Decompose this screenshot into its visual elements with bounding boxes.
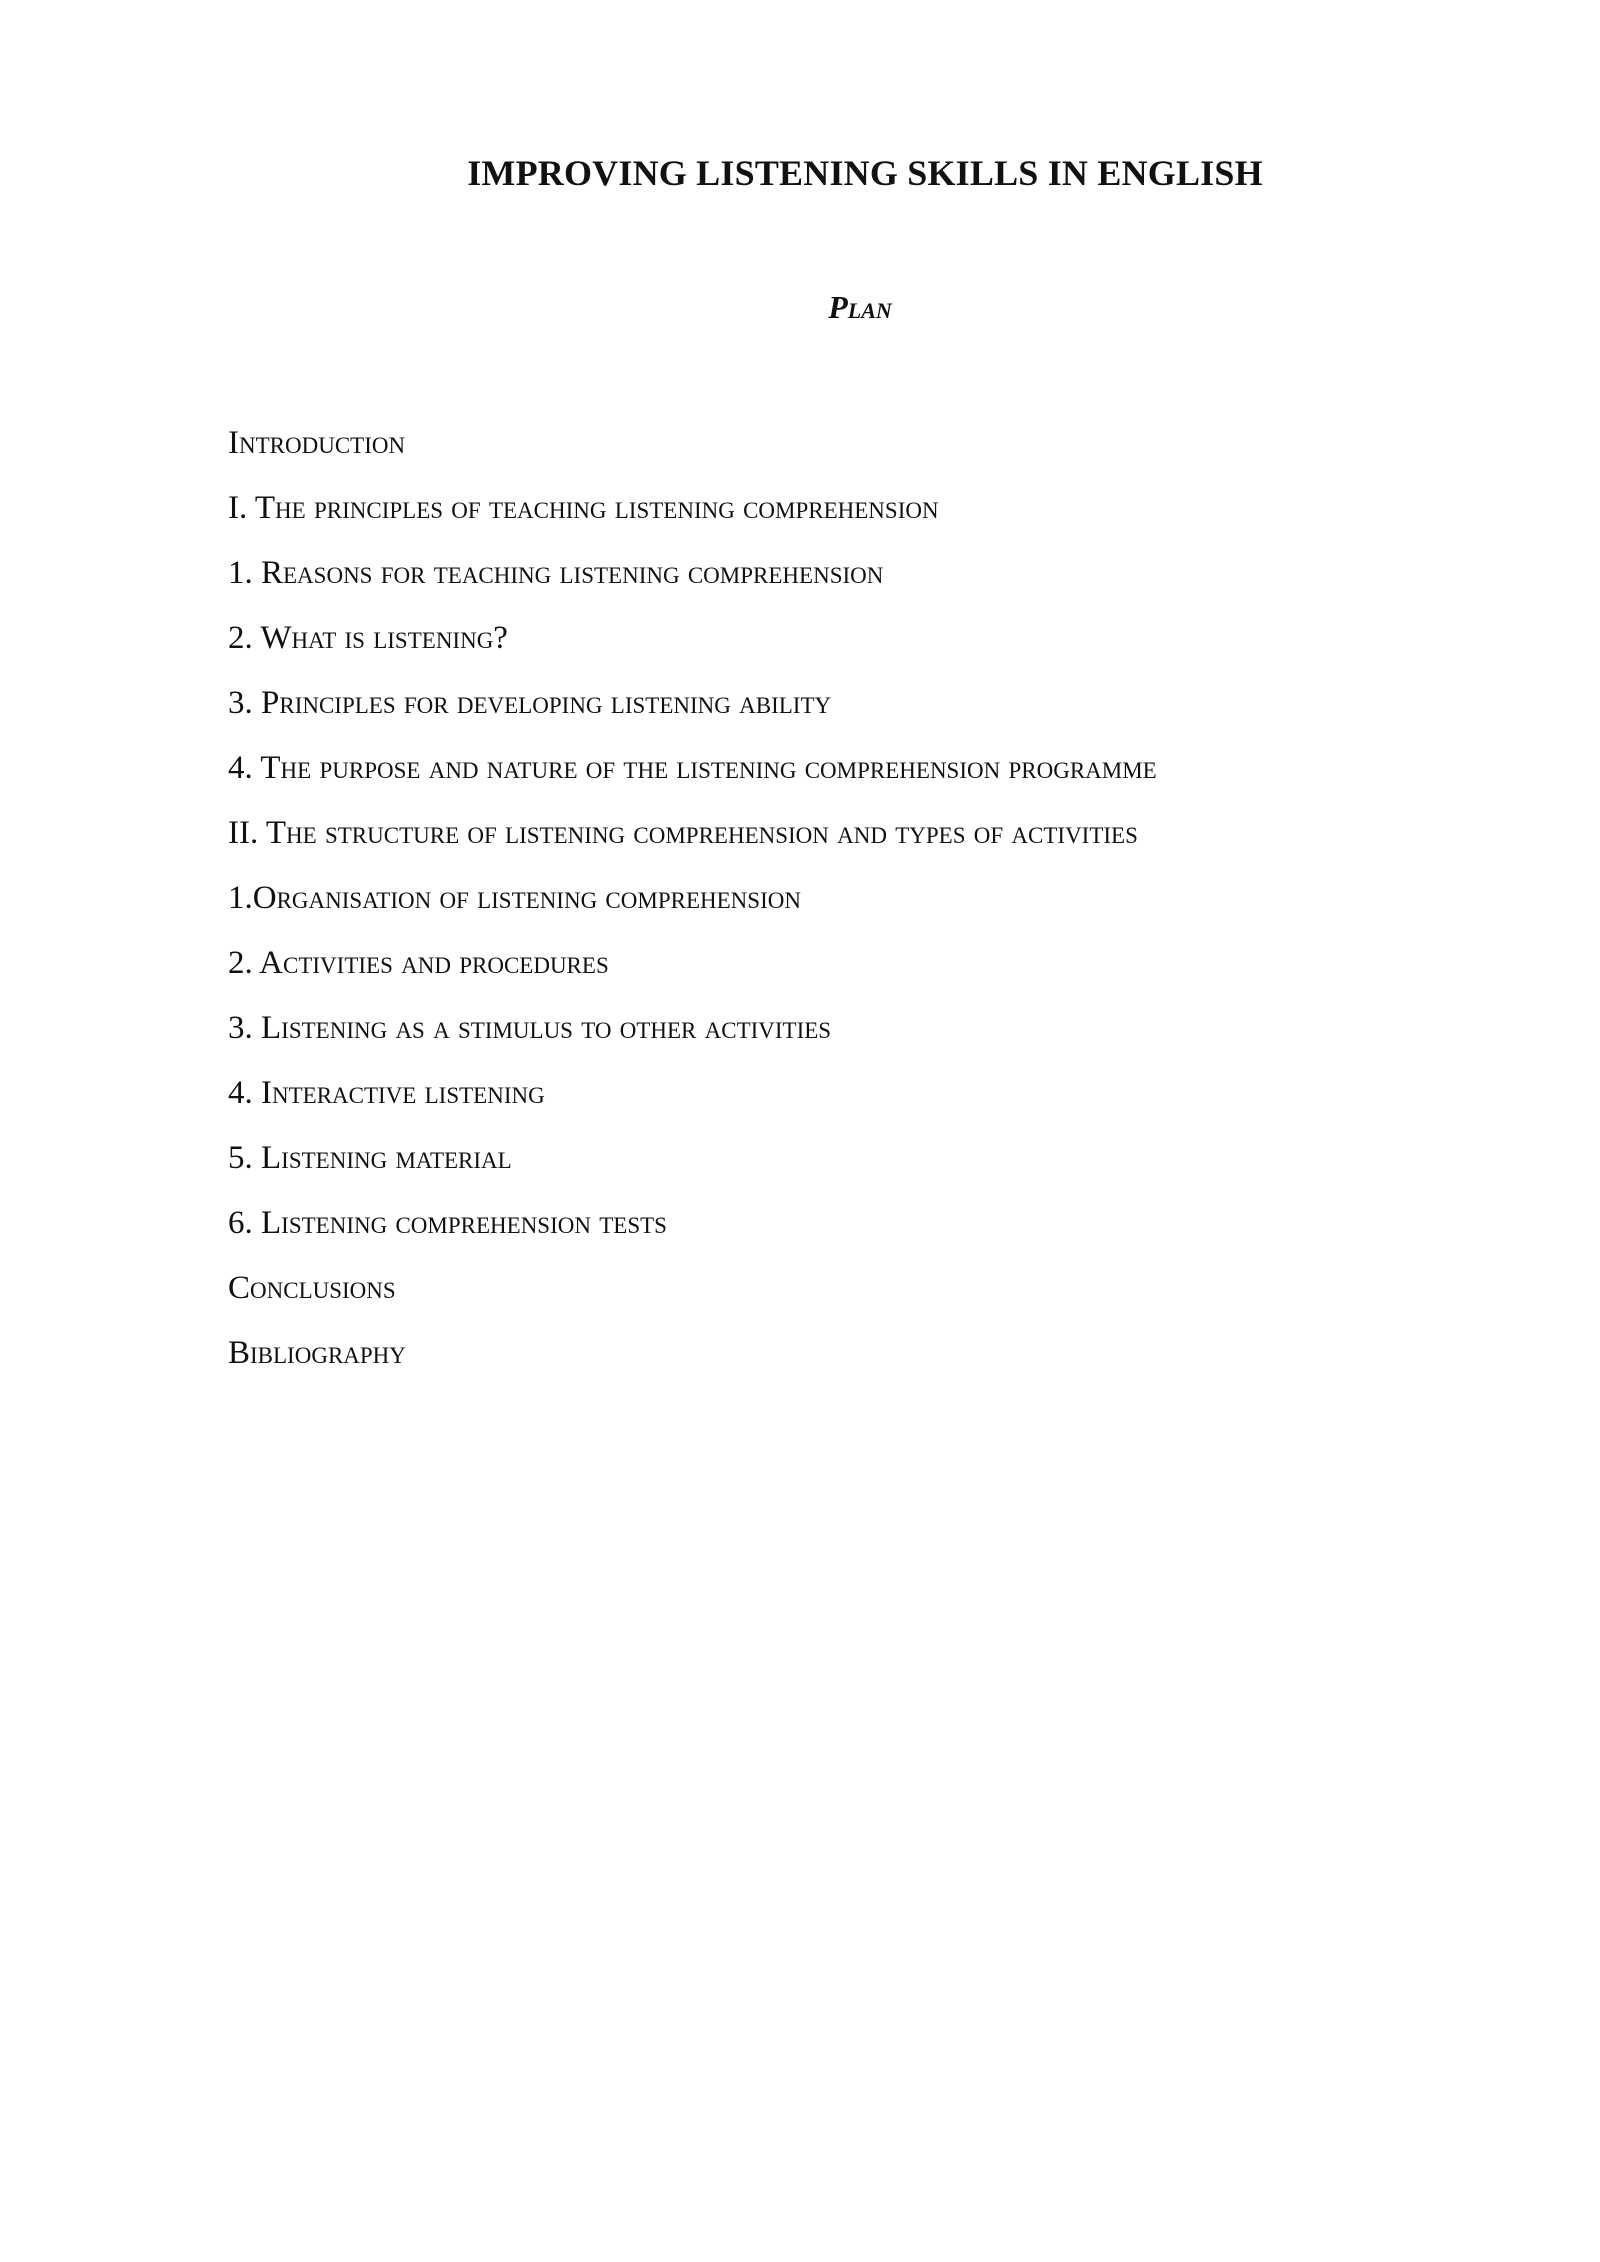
toc-item-part-1: I. The principles of teaching listening comprehension — [228, 490, 939, 526]
toc-item-bibliography: Bibliography — [228, 1335, 406, 1371]
plan-heading: Plan — [828, 289, 892, 325]
toc-item-2-3: 3. Listening as a stimulus to other activities — [228, 1010, 832, 1046]
toc-item-2-1: 1.Organisation of listening comprehension — [228, 880, 801, 916]
toc-item-2-5: 5. Listening material — [228, 1140, 512, 1176]
toc-item-1-3: 3. Principles for developing listening ability — [228, 685, 832, 721]
toc-item-conclusions: Conclusions — [228, 1270, 396, 1306]
toc-item-1-4: 4. The purpose and nature of the listening comprehension programme — [228, 750, 1157, 786]
toc-item-2-6: 6. Listening comprehension tests — [228, 1205, 667, 1241]
table-of-contents — [228, 411, 1568, 1386]
toc-item-2-2: 2. Activities and procedures — [228, 945, 609, 981]
toc-item-1-2: 2. What is listening? — [228, 620, 508, 656]
toc-item-1-1: 1. Reasons for teaching listening comprehension — [228, 555, 884, 591]
toc-item-part-2: II. The structure of listening comprehension and types of activities — [228, 815, 1138, 851]
toc-item-introduction: Introduction — [228, 425, 406, 461]
document-title: IMPROVING LISTENING SKILLS IN ENGLISH — [467, 153, 1263, 193]
toc-item-2-4: 4. Interactive listening — [228, 1075, 545, 1111]
